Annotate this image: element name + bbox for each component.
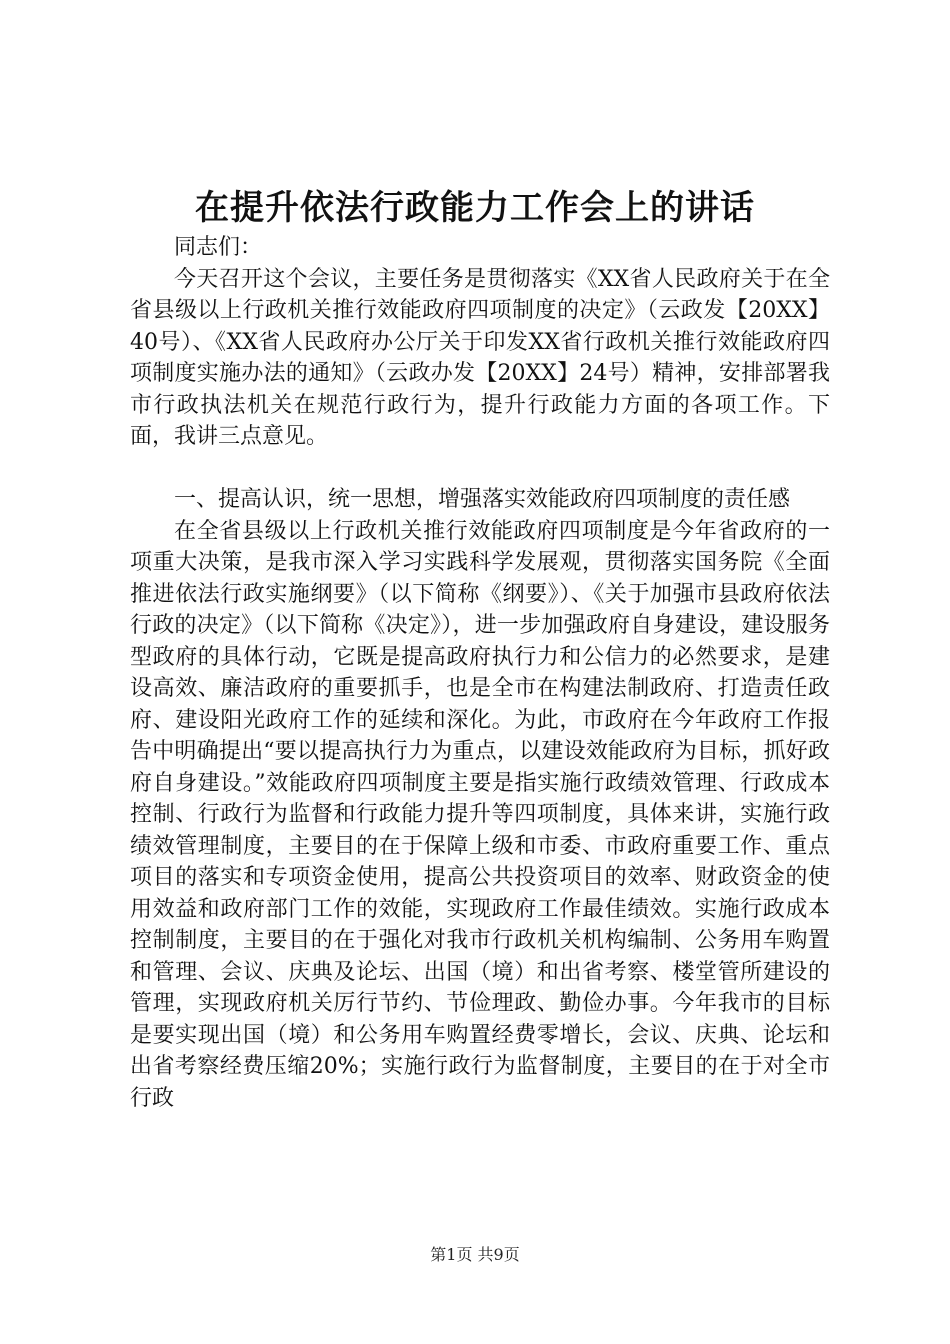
paragraph-intro: 今天召开这个会议，主要任务是贯彻落实《XX省人民政府关于在全省县级以上行政机关推行效能政府四项制度的决定》（云政发【20XX】40号）、《XX省人民政府办公厅关于印发XX省行政机关推行效能政府四项制度实施办法的通知》（云政办发【20XX】24号）精神，安排部署我市行政执法机关在规范行政行为，提升行政能力方面的各项工作。下面，我讲三点意见。	[130, 266, 830, 449]
document-title: 在提升依法行政能力工作会上的讲话	[195, 188, 755, 228]
document-body	[130, 232, 830, 1114]
paragraph-body: 在全省县级以上行政机关推行效能政府四项制度是今年省政府的一项重大决策，是我市深入学习实践科学发展观，贯彻落实国务院《全面推进依法行政实施纲要》（以下简称《纲要》）、《关于加强市县政府依法行政的决定》（以下简称《决定》），进一步加强政府自身建设，建设服务型政府的具体行动，它既是提高政府执行力和公信力的必然要求，是建设高效、廉洁政府的重要抓手，也是全市在构建法制政府、打造责任政府、建设阳光政府工作的延续和深化。为此，市政府在今年政府工作报告中明确提出“要以提高执行力为重点，以建设效能政府为目标，抓好政府自身建设。”效能政府四项制度主要是指实施行政绩效管理、行政成本控制、行政行为监督和行政能力提升等四项制度，具体来讲，实施行政绩效管理制度，主要目的在于保障上级和市委、市政府重要工作、重点项目的落实和专项资金使用，提高公共投资项目的效率、财政资金的使用效益和政府部门工作的效能，实现政府工作最佳绩效。实施行政成本控制制度，主要目的在于强化对我市行政机关机构编制、公务用车购置和管理、会议、庆典及论坛、出国（境）和出省考察、楼堂管所建设的管理，实现政府机关厉行节约、节俭理政、勤俭办事。今年我市的目标是要实现出国（境）和公务用车购置经费零增长，会议、庆典、论坛和出省考察经费压缩20%；实施行政行为监督制度，主要目的在于对全市行政	[130, 518, 830, 1111]
salutation: 同志们：	[174, 235, 263, 260]
section-heading: 一、提高认识，统一思想，增强落实效能政府四项制度的责任感	[174, 487, 791, 512]
page-footer: 第1页 共9页	[430, 1245, 520, 1264]
